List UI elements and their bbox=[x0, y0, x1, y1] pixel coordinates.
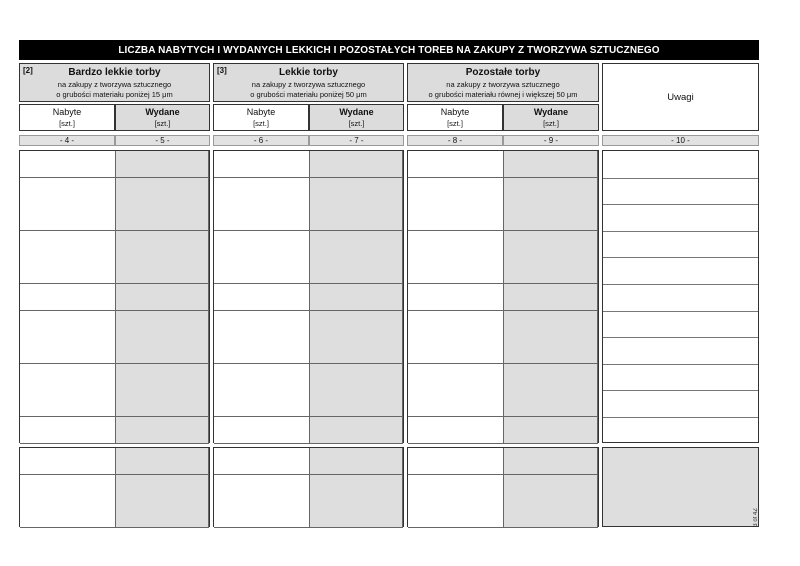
remarks-entry-area[interactable] bbox=[602, 150, 759, 443]
acquired-entry-cell[interactable] bbox=[408, 204, 504, 231]
category-desc-line1: na zakupy z tworzywa sztucznego bbox=[251, 80, 366, 89]
unit-label: [szt.] bbox=[543, 118, 559, 128]
acquired-entry-cell[interactable] bbox=[20, 364, 116, 391]
remarks-row-line bbox=[603, 364, 758, 365]
acquired-entry-cell[interactable] bbox=[20, 204, 116, 231]
entry-grid bbox=[407, 447, 599, 527]
form-title: LICZBA NABYTYCH I WYDANYCH LEKKICH I POZOSTAŁYCH TOREB NA ZAKUPY Z TWORZYWA SZTUCZNEGO bbox=[118, 44, 660, 56]
acquired-entry-cell[interactable] bbox=[20, 390, 116, 417]
issued-entry-cell[interactable] bbox=[310, 364, 403, 391]
issued-entry-cell[interactable] bbox=[116, 311, 209, 338]
issued-entry-cell[interactable] bbox=[504, 311, 598, 338]
remarks-row-line bbox=[603, 231, 758, 232]
acquired-label: Nabyte bbox=[440, 106, 470, 117]
acquired-entry-cell[interactable] bbox=[20, 417, 116, 444]
issued-entry-cell[interactable] bbox=[504, 204, 598, 231]
issued-entry-cell[interactable] bbox=[116, 284, 209, 311]
category-desc-line2: o grubości materiału poniżej 15 μm bbox=[56, 89, 173, 99]
acquired-entry-cell[interactable] bbox=[408, 337, 504, 364]
category-number: [3] bbox=[217, 66, 227, 75]
remarks-row-line bbox=[603, 417, 758, 418]
category-title: Bardzo lekkie torby bbox=[68, 67, 161, 78]
acquired-entry-cell[interactable] bbox=[214, 257, 310, 284]
acquired-entry-cell[interactable] bbox=[214, 284, 310, 311]
column-number: - 8 - bbox=[407, 135, 503, 146]
acquired-entry-cell[interactable] bbox=[20, 337, 116, 364]
acquired-entry-cell[interactable] bbox=[214, 364, 310, 391]
category-title: Pozostałe torby bbox=[465, 67, 541, 78]
acquired-entry-cell[interactable] bbox=[214, 475, 310, 502]
remarks-header bbox=[602, 63, 759, 131]
issued-entry-cell[interactable] bbox=[116, 151, 209, 178]
acquired-entry-cell[interactable] bbox=[214, 390, 310, 417]
acquired-entry-cell[interactable] bbox=[214, 501, 310, 528]
issued-entry-cell[interactable] bbox=[504, 337, 598, 364]
category-header bbox=[19, 63, 210, 102]
remarks-row-line bbox=[603, 311, 758, 312]
acquired-entry-cell[interactable] bbox=[214, 231, 310, 258]
category-desc-line1: na zakupy z tworzywa sztucznego bbox=[446, 80, 560, 89]
category-header bbox=[407, 63, 599, 102]
issued-entry-cell[interactable] bbox=[504, 417, 598, 444]
issued-entry-cell[interactable] bbox=[504, 178, 598, 205]
issued-entry-cell[interactable] bbox=[310, 178, 403, 205]
acquired-entry-cell[interactable] bbox=[20, 257, 116, 284]
issued-entry-cell[interactable] bbox=[116, 390, 209, 417]
acquired-column-header bbox=[213, 104, 309, 131]
acquired-entry-cell[interactable] bbox=[214, 151, 310, 178]
category-description bbox=[20, 80, 209, 99]
unit-label: [szt.] bbox=[348, 118, 365, 128]
unit-label: [szt.] bbox=[447, 118, 463, 128]
issued-entry-cell[interactable] bbox=[310, 231, 403, 258]
entry-grid bbox=[213, 447, 404, 527]
issued-entry-cell[interactable] bbox=[504, 151, 598, 178]
acquired-entry-cell[interactable] bbox=[408, 231, 504, 258]
issued-entry-cell[interactable] bbox=[310, 204, 403, 231]
remarks-row-line bbox=[603, 204, 758, 205]
entry-grid bbox=[213, 150, 404, 443]
issued-entry-cell[interactable] bbox=[116, 337, 209, 364]
acquired-entry-cell[interactable] bbox=[408, 501, 504, 528]
issued-entry-cell[interactable] bbox=[504, 390, 598, 417]
acquired-entry-cell[interactable] bbox=[214, 417, 310, 444]
issued-label: Wydane bbox=[145, 106, 180, 117]
category-desc-line2: o grubości materiału równej i większej 50 μm bbox=[428, 89, 578, 99]
acquired-column-header bbox=[19, 104, 115, 131]
remarks-row-line bbox=[603, 257, 758, 258]
acquired-entry-cell[interactable] bbox=[408, 151, 504, 178]
remarks-row-line bbox=[603, 390, 758, 391]
acquired-entry-cell[interactable] bbox=[408, 448, 504, 475]
category-desc-line1: na zakupy z tworzywa sztucznego bbox=[57, 80, 172, 89]
issued-column-header bbox=[115, 104, 210, 131]
issued-entry-cell[interactable] bbox=[116, 475, 209, 502]
issued-entry-cell[interactable] bbox=[310, 284, 403, 311]
acquired-entry-cell[interactable] bbox=[408, 364, 504, 391]
entry-grid bbox=[407, 150, 599, 443]
acquired-entry-cell[interactable] bbox=[408, 284, 504, 311]
unit-label: [szt.] bbox=[59, 118, 75, 128]
issued-entry-cell[interactable] bbox=[310, 151, 403, 178]
column-number: - 6 - bbox=[213, 135, 309, 146]
issued-entry-cell[interactable] bbox=[116, 178, 209, 205]
issued-entry-cell[interactable] bbox=[116, 364, 209, 391]
acquired-entry-cell[interactable] bbox=[20, 448, 116, 475]
form-title-bar bbox=[19, 40, 759, 60]
category-description bbox=[408, 80, 598, 99]
remarks-label: Uwagi bbox=[667, 91, 694, 103]
acquired-label: Nabyte bbox=[52, 106, 82, 117]
issued-entry-cell[interactable] bbox=[310, 417, 403, 444]
issued-entry-cell[interactable] bbox=[310, 257, 403, 284]
issued-label: Wydane bbox=[533, 106, 569, 117]
issued-entry-cell[interactable] bbox=[116, 501, 209, 528]
acquired-entry-cell[interactable] bbox=[214, 448, 310, 475]
issued-entry-cell[interactable] bbox=[504, 448, 598, 475]
acquired-entry-cell[interactable] bbox=[408, 257, 504, 284]
acquired-label: Nabyte bbox=[246, 106, 276, 117]
issued-entry-cell[interactable] bbox=[504, 501, 598, 528]
issued-column-header bbox=[309, 104, 404, 131]
category-header bbox=[213, 63, 404, 102]
issued-entry-cell[interactable] bbox=[310, 475, 403, 502]
unit-label: [szt.] bbox=[154, 118, 171, 128]
remarks-row-line bbox=[603, 337, 758, 338]
acquired-entry-cell[interactable] bbox=[408, 390, 504, 417]
issued-entry-cell[interactable] bbox=[504, 364, 598, 391]
category-desc-line2: o grubości materiału poniżej 50 μm bbox=[250, 89, 367, 99]
acquired-entry-cell[interactable] bbox=[214, 178, 310, 205]
issued-entry-cell[interactable] bbox=[310, 448, 403, 475]
category-number: [2] bbox=[23, 66, 33, 75]
acquired-entry-cell[interactable] bbox=[20, 475, 116, 502]
acquired-entry-cell[interactable] bbox=[20, 284, 116, 311]
acquired-entry-cell[interactable] bbox=[214, 204, 310, 231]
acquired-entry-cell[interactable] bbox=[20, 178, 116, 205]
column-number: - 5 - bbox=[115, 135, 210, 146]
acquired-entry-cell[interactable] bbox=[214, 311, 310, 338]
issued-entry-cell[interactable] bbox=[310, 337, 403, 364]
acquired-entry-cell[interactable] bbox=[408, 475, 504, 502]
remarks-row-line bbox=[603, 178, 758, 179]
acquired-entry-cell[interactable] bbox=[20, 151, 116, 178]
acquired-entry-cell[interactable] bbox=[408, 311, 504, 338]
side-code: 3 of 4Z bbox=[753, 508, 759, 527]
acquired-entry-cell[interactable] bbox=[20, 231, 116, 258]
issued-entry-cell[interactable] bbox=[116, 448, 209, 475]
issued-entry-cell[interactable] bbox=[504, 231, 598, 258]
acquired-entry-cell[interactable] bbox=[20, 311, 116, 338]
issued-entry-cell[interactable] bbox=[310, 311, 403, 338]
unit-label: [szt.] bbox=[253, 118, 269, 128]
category-title: Lekkie torby bbox=[279, 67, 338, 78]
entry-grid bbox=[19, 447, 210, 527]
column-number: - 10 - bbox=[602, 135, 759, 146]
issued-entry-cell[interactable] bbox=[116, 257, 209, 284]
issued-entry-cell[interactable] bbox=[310, 501, 403, 528]
issued-entry-cell[interactable] bbox=[310, 390, 403, 417]
acquired-entry-cell[interactable] bbox=[408, 417, 504, 444]
issued-label: Wydane bbox=[339, 106, 374, 117]
remarks-summary-area bbox=[602, 447, 759, 527]
issued-entry-cell[interactable] bbox=[116, 204, 209, 231]
issued-entry-cell[interactable] bbox=[504, 257, 598, 284]
remarks-row-line bbox=[603, 284, 758, 285]
column-number: - 9 - bbox=[503, 135, 599, 146]
column-number: - 4 - bbox=[19, 135, 115, 146]
entry-grid bbox=[19, 150, 210, 443]
issued-entry-cell[interactable] bbox=[116, 231, 209, 258]
issued-entry-cell[interactable] bbox=[504, 284, 598, 311]
issued-entry-cell[interactable] bbox=[504, 475, 598, 502]
issued-entry-cell[interactable] bbox=[116, 417, 209, 444]
acquired-entry-cell[interactable] bbox=[408, 178, 504, 205]
acquired-entry-cell[interactable] bbox=[20, 501, 116, 528]
acquired-column-header bbox=[407, 104, 503, 131]
issued-column-header bbox=[503, 104, 599, 131]
category-description bbox=[214, 80, 403, 99]
column-number: - 7 - bbox=[309, 135, 404, 146]
acquired-entry-cell[interactable] bbox=[214, 337, 310, 364]
